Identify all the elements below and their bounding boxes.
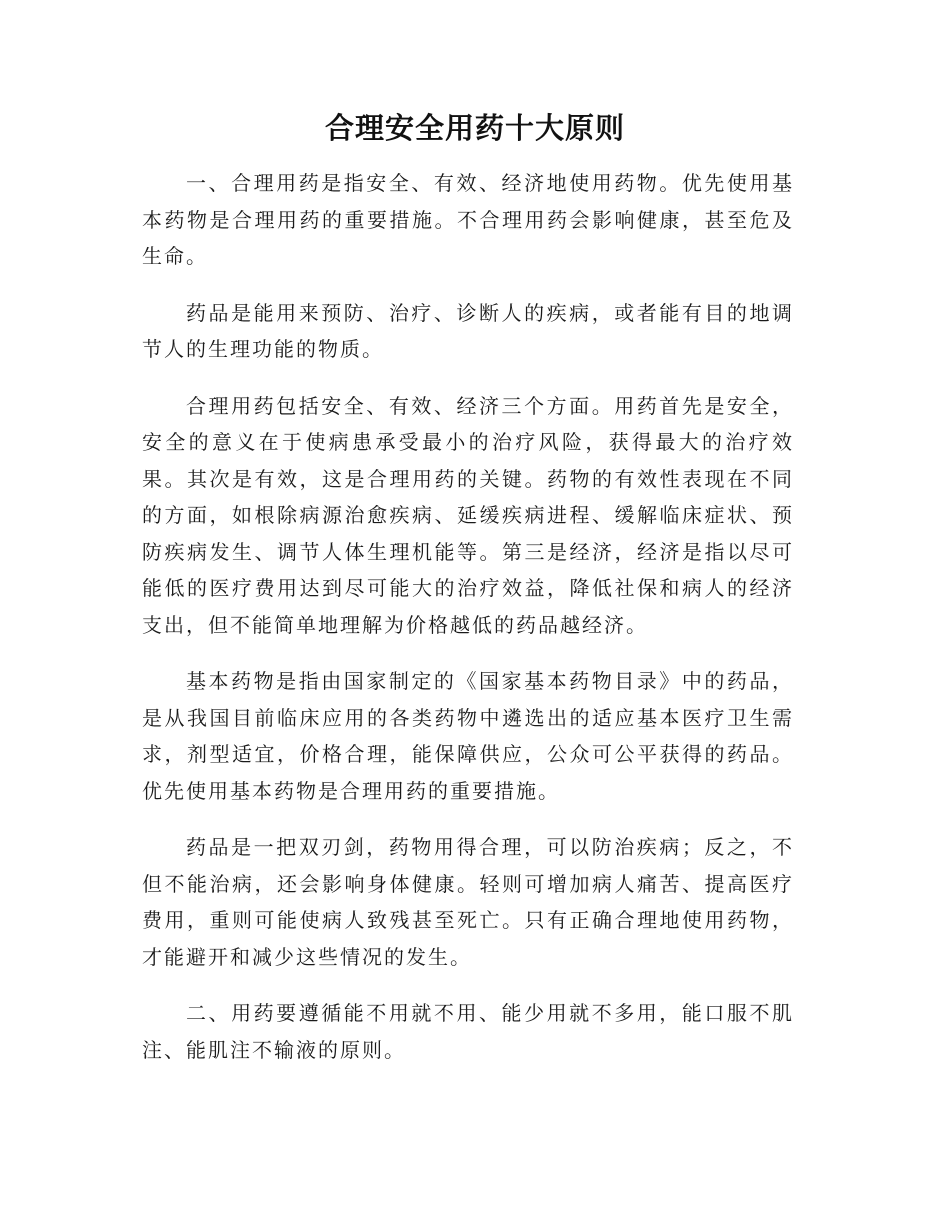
- document-title: 合理安全用药十大原则: [324, 111, 625, 145]
- paragraph-principle-2: 二、用药要遵循能不用就不用、能少用就不多用，能口服不肌注、能肌注不输液的原则。: [142, 1001, 794, 1062]
- paragraph-double-edged-sword: 药品是一把双刃剑，药物用得合理，可以防治疾病；反之，不但不能治病，还会影响身体健康。轻则可增加病人痛苦、提高医疗费用，重则可能使病人致残甚至死亡。只有正确合理地使用药物，才能避开和减少这些情况的发生。: [142, 835, 794, 969]
- paragraph-essential-medicines: 基本药物是指由国家制定的《国家基本药物目录》中的药品，是从我国目前临床应用的各类药物中遴选出的适应基本医疗卫生需求，剂型适宜，价格合理，能保障供应，公众可公平获得的药品。优先使用基本药物是合理用药的重要措施。: [142, 669, 794, 803]
- paragraph-drug-definition: 药品是能用来预防、治疗、诊断人的疾病，或者能有目的地调节人的生理功能的物质。: [142, 300, 794, 361]
- document-body: [142, 165, 794, 1088]
- paragraph-principle-1: 一、合理用药是指安全、有效、经济地使用药物。优先使用基本药物是合理用药的重要措施。不合理用药会影响健康，甚至危及生命。: [142, 171, 794, 268]
- paragraph-rational-use-aspects: 合理用药包括安全、有效、经济三个方面。用药首先是安全，安全的意义在于使病患承受最小的治疗风险，获得最大的治疗效果。其次是有效，这是合理用药的关键。药物的有效性表现在不同的方面，如根除病源治愈疾病、延缓疾病进程、缓解临床症状、预防疾病发生、调节人体生理机能等。第三是经济，经济是指以尽可能低的医疗费用达到尽可能大的治疗效益，降低社保和病人的经济支出，但不能简单地理解为价格越低的药品越经济。: [142, 393, 794, 637]
